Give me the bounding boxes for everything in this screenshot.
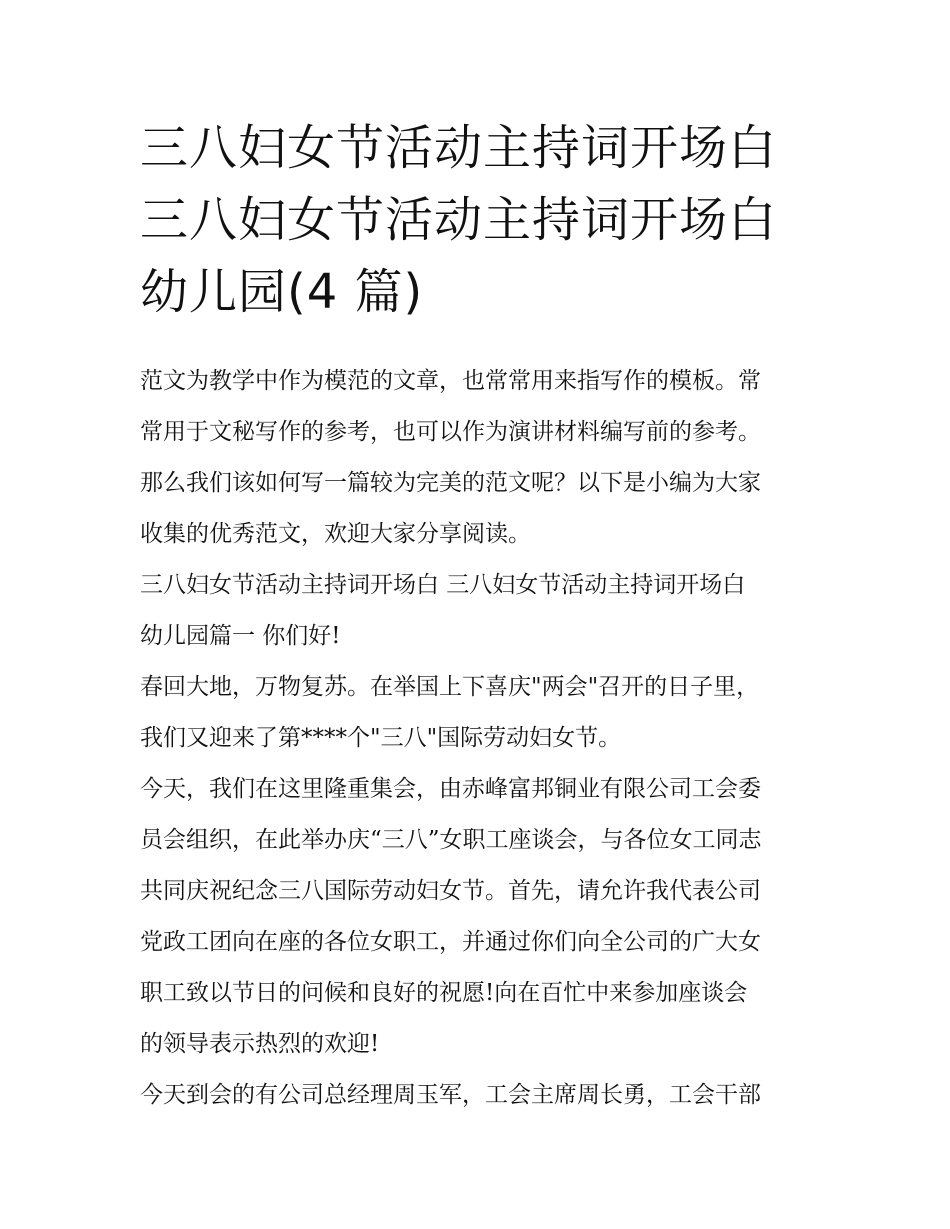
body-line: 的领导表示热烈的欢迎! [140,1031,380,1057]
body-line: 员会组织，在此举办庆“三八”女职工座谈会，与各位女工同志 [140,827,762,853]
body-line: 幼儿园篇一 你们好! [140,623,341,649]
body-line: 党政工团向在座的各位女职工，并通过你们向全公司的广大女 [140,929,761,955]
body-line: 常用于文秘写作的参考，也可以作为演讲材料编写前的参考。 [140,419,761,445]
body-line: 三八妇女节活动主持词开场白 三八妇女节活动主持词开场白 [140,572,746,598]
body-line: 共同庆祝纪念三八国际劳动妇女节。首先，请允许我代表公司 [140,878,761,904]
body-line: 那么我们该如何写一篇较为完美的范文呢？以下是小编为大家 [140,470,761,496]
title-line-1: 三八妇女节活动主持词开场白 [140,120,778,176]
body-line: 春回大地，万物复苏。在举国上下喜庆"两会"召开的日子里， [140,674,760,700]
body-line: 今天到会的有公司总经理周玉军，工会主席周长勇，工会干部 [140,1082,761,1108]
body-line: 我们又迎来了第****个"三八"国际劳动妇女节。 [140,725,622,751]
body-line: 收集的优秀范文，欢迎大家分享阅读。 [140,521,531,547]
body-line: 职工致以节日的问候和良好的祝愿!向在百忙中来参加座谈会 [140,980,748,1006]
title-line-3: 幼儿园(4 篇) [140,264,424,320]
body-line: 今天，我们在这里隆重集会，由赤峰富邦铜业有限公司工会委 [140,776,761,802]
document-title [140,112,830,328]
title-line-2: 三八妇女节活动主持词开场白 [140,192,778,248]
body-line: 范文为教学中作为模范的文章，也常常用来指写作的模板。常 [140,368,761,394]
document-body [140,356,830,1121]
